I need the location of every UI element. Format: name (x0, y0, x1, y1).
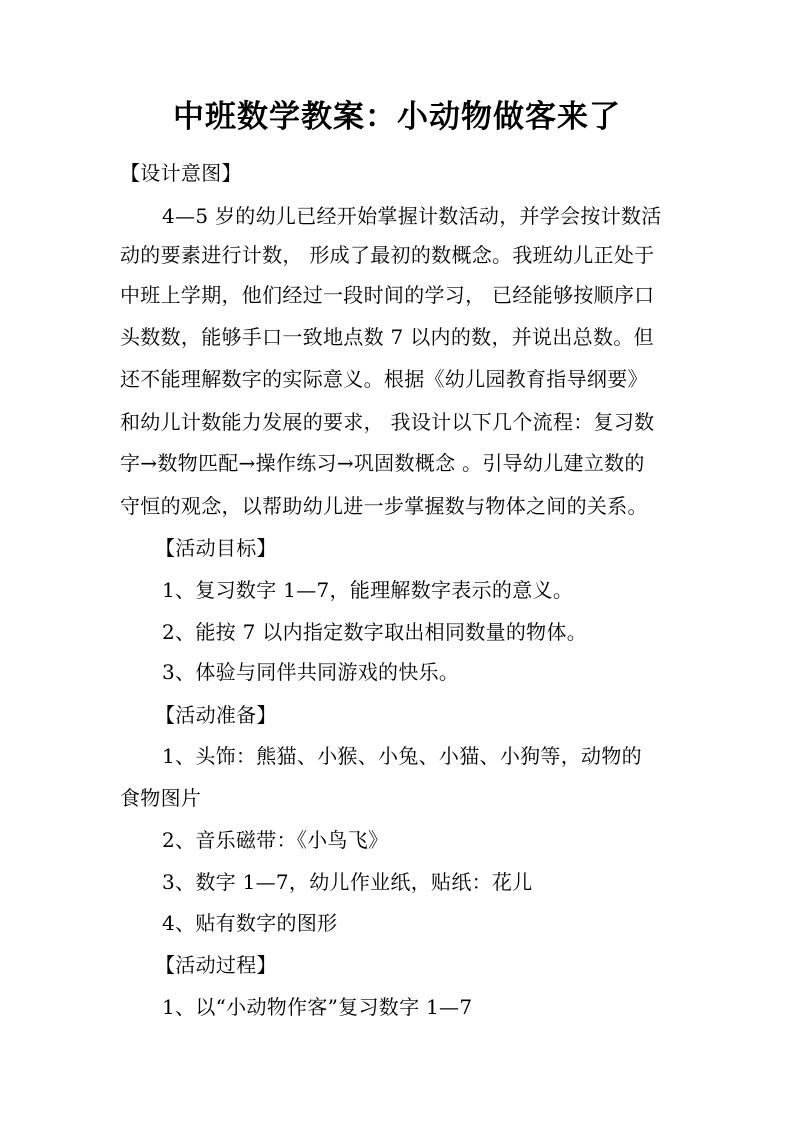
paragraph-line: 4—5 岁的幼儿已经开始掌握计数活动，并学会按计数活 (162, 204, 662, 228)
paragraph-line: 头数数，能够手口一致地点数 7 以内的数，并说出总数。但 (120, 325, 654, 349)
list-item: 2、音乐磁带：《小鸟飞》 (162, 828, 389, 852)
section-heading-process: 【活动过程】 (155, 953, 277, 977)
section-heading-goals: 【活动目标】 (155, 536, 277, 560)
page-title: 中班数学教案：小动物做客来了 (173, 99, 621, 135)
list-item: 2、能按 7 以内指定数字取出相同数量的物体。 (162, 620, 588, 644)
list-item: 4、贴有数字的图形 (162, 911, 338, 935)
list-item: 食物图片 (120, 786, 202, 810)
list-item: 3、数字 1—7，幼儿作业纸，贴纸：花儿 (162, 870, 533, 894)
section-heading-design-intent: 【设计意图】 (120, 161, 242, 185)
list-item: 1、复习数字 1—7，能理解数字表示的意义。 (162, 578, 574, 602)
list-item: 1、以“小动物作客”复习数字 1—7 (162, 995, 473, 1019)
paragraph-line: 动的要素进行计数， 形成了最初的数概念。我班幼儿正处于 (120, 243, 655, 267)
list-item: 1、头饰：熊猫、小猴、小兔、小猫、小狗等，动物的 (162, 744, 642, 768)
paragraph-line: 还不能理解数字的实际意义。根据《幼儿园教育指导纲要》 (120, 367, 648, 391)
paragraph-line: 中班上学期，他们经过一段时间的学习， 已经能够按顺序口 (120, 283, 655, 307)
list-item: 3、体验与同伴共同游戏的快乐。 (162, 660, 460, 684)
section-heading-preparation: 【活动准备】 (155, 703, 277, 727)
paragraph-line: 字→数物匹配→操作练习→巩固数概念 。引导幼儿建立数的 (120, 451, 645, 475)
paragraph-line: 和幼儿计数能力发展的要求， 我设计以下几个流程：复习数 (120, 410, 655, 434)
paragraph-line: 守恒的观念，以帮助幼儿进一步掌握数与物体之间的关系。 (120, 494, 648, 518)
